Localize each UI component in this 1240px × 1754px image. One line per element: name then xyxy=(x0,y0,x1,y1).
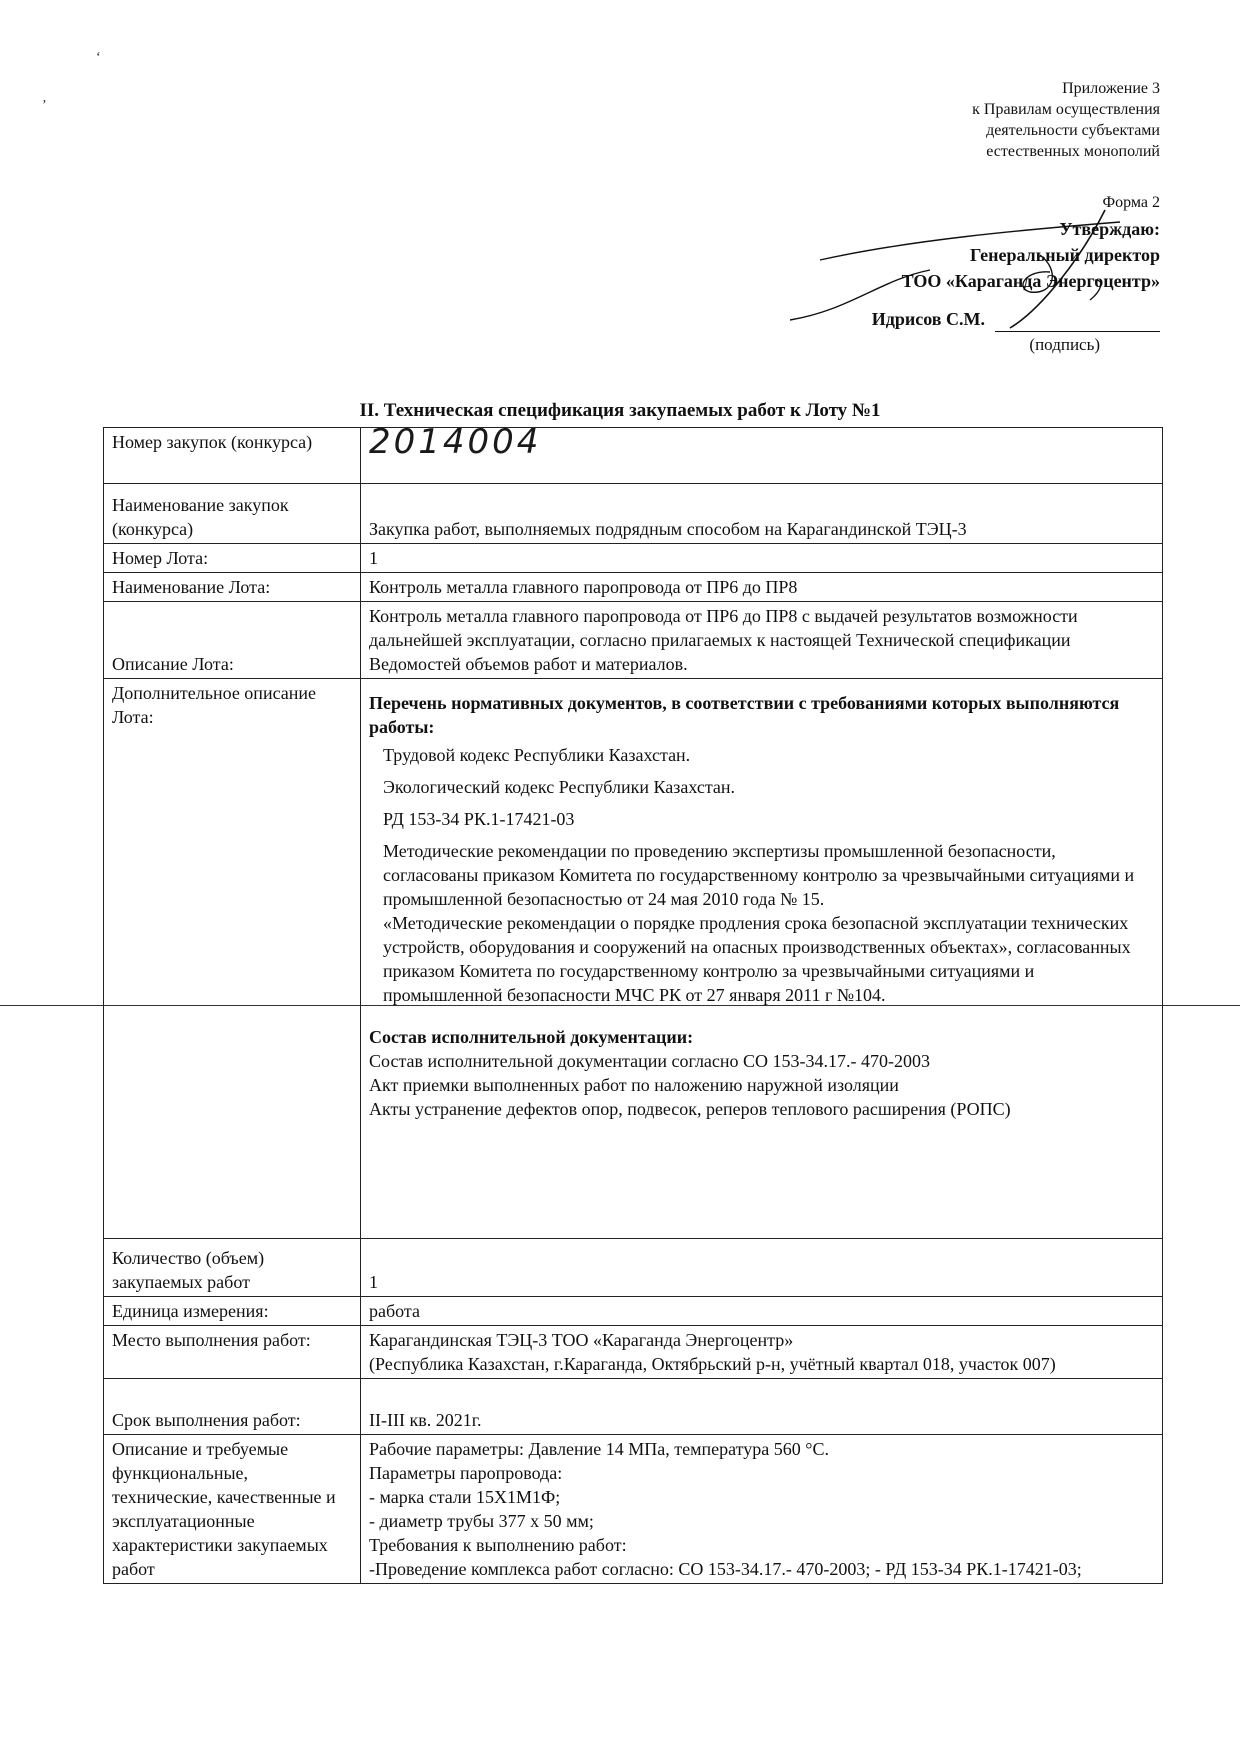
characteristic-line: - диаметр трубы 377 х 50 мм; xyxy=(369,1511,594,1531)
label-cell: Место выполнения работ: xyxy=(104,1326,361,1379)
label-cell: Описание Лота: xyxy=(104,602,361,679)
table-row xyxy=(104,1326,1163,1379)
docs-item: Акт приемки выполненных работ по наложению наружной изоляции xyxy=(369,1075,899,1095)
table-row xyxy=(104,679,1163,1239)
scan-speck: ’ xyxy=(42,98,47,113)
appendix-line: естественных монополий xyxy=(986,143,1160,160)
company-name: ТОО «Караганда Энергоцентр» xyxy=(901,271,1160,291)
form-number: Форма 2 xyxy=(1102,194,1160,211)
table-row xyxy=(104,573,1163,602)
table-row xyxy=(104,1435,1163,1584)
table-row xyxy=(104,602,1163,679)
label-cell: Номер закупок (конкурса) xyxy=(104,428,361,484)
label-cell: Дополнительное описание Лота: xyxy=(104,679,361,1239)
signature-drawing xyxy=(790,200,1160,340)
scan-speck: ‘ xyxy=(96,50,101,65)
characteristic-line: - марка стали 15Х1М1Ф; xyxy=(369,1487,561,1507)
table-row xyxy=(104,428,1163,484)
appendix-block xyxy=(972,78,1160,162)
characteristic-line: -Проведение комплекса работ согласно: СО 153-34.17.- 470-2003; - РД 153-34 РК.1-17421-03; xyxy=(369,1559,1082,1579)
place-line: (Республика Казахстан, г.Караганда, Октябрьский р-н, учётный квартал 018, участок 007) xyxy=(369,1354,1056,1374)
table-row xyxy=(104,1239,1163,1297)
docs-item: Акты устранение дефектов опор, подвесок, реперов теплового расширения (РОПС) xyxy=(369,1099,1011,1119)
table-row xyxy=(104,544,1163,573)
signature-label: (подпись) xyxy=(1029,335,1100,354)
value-cell xyxy=(361,679,1163,1239)
appendix-line: Приложение 3 xyxy=(1062,80,1160,97)
spec-table xyxy=(103,422,1163,1584)
approve-label: Утверждаю: xyxy=(1059,219,1160,239)
document-title: II. Техническая спецификация закупаемых работ к Лоту №1 xyxy=(359,400,881,421)
normative-item: РД 153-34 РК.1-17421-03 xyxy=(383,809,575,829)
label-cell: Наименование Лота: xyxy=(104,573,361,602)
label-cell: Номер Лота: xyxy=(104,544,361,573)
label-cell: Количество (объем) закупаемых работ xyxy=(104,1239,361,1297)
director-position: Генеральный директор xyxy=(970,245,1160,265)
table-row xyxy=(104,484,1163,544)
table-row xyxy=(104,1297,1163,1326)
normative-item: Методические рекомендации по проведению экспертизы промышленной безопасности, согласованы приказом Комитета по государственному контролю за чрезвычайными ситуациями и промышленной безопасностью от 24 мая 2010 года № 15. xyxy=(383,841,1135,909)
characteristic-line: Требования к выполнению работ: xyxy=(369,1535,627,1555)
value-cell: 1 xyxy=(361,544,1163,573)
table-row xyxy=(104,1379,1163,1435)
value-cell: II-III кв. 2021г. xyxy=(361,1379,1163,1435)
label-cell: Срок выполнения работ: xyxy=(104,1379,361,1435)
place-line: Карагандинская ТЭЦ-3 ТОО «Караганда Энергоцентр» xyxy=(369,1330,794,1350)
label-cell: Описание и требуемые функциональные, технические, качественные и эксплуатационные характеристики закупаемых работ xyxy=(104,1435,361,1584)
characteristic-line: Параметры паропровода: xyxy=(369,1463,563,1483)
value-cell: Закупка работ, выполняемых подрядным способом на Карагандинской ТЭЦ-3 xyxy=(361,484,1163,544)
value-cell: Контроль металла главного паропровода от ПР6 до ПР8 xyxy=(361,573,1163,602)
value-cell xyxy=(361,422,1163,484)
normative-item: Экологический кодекс Республики Казахстан. xyxy=(383,777,736,797)
normative-heading: Перечень нормативных документов, в соответствии с требованиями которых выполняются работы: xyxy=(369,693,1120,737)
normative-item: «Методические рекомендации о порядке продления срока безопасной эксплуатации технических устройств, оборудования и сооружений на опасных производственных объектах», согласованных приказом Комитета по государственному контролю за чрезвычайными ситуациями и промышленной безопасности МЧС РК от 27 января 2011 г №104. xyxy=(383,913,1131,1005)
docs-item: Состав исполнительной документации согласно СО 153-34.17.- 470-2003 xyxy=(369,1051,931,1071)
appendix-line: деятельности субъектами xyxy=(986,122,1160,139)
docs-heading: Состав исполнительной документации: xyxy=(369,1027,694,1047)
value-cell: Контроль металла главного паропровода от ПР6 до ПР8 с выдачей результатов возможности дальнейшей эксплуатации, согласно прилагаемых к настоящей Технической спецификации Ведомостей объемов работ и материалов. xyxy=(361,602,1163,679)
value-cell: работа xyxy=(361,1297,1163,1326)
director-name: Идрисов С.М. xyxy=(871,309,985,329)
procurement-number: 2014004 xyxy=(369,422,542,462)
label-cell: Наименование закупок (конкурса) xyxy=(104,484,361,544)
value-cell xyxy=(361,1435,1163,1584)
value-cell xyxy=(361,1326,1163,1379)
label-cell: Единица измерения: xyxy=(104,1297,361,1326)
normative-item: Трудовой кодекс Республики Казахстан. xyxy=(383,745,691,765)
value-cell: 1 xyxy=(361,1239,1163,1297)
appendix-line: к Правилам осуществления xyxy=(972,101,1160,118)
characteristic-line: Рабочие параметры: Давление 14 МПа, температура 560 °С. xyxy=(369,1439,830,1459)
